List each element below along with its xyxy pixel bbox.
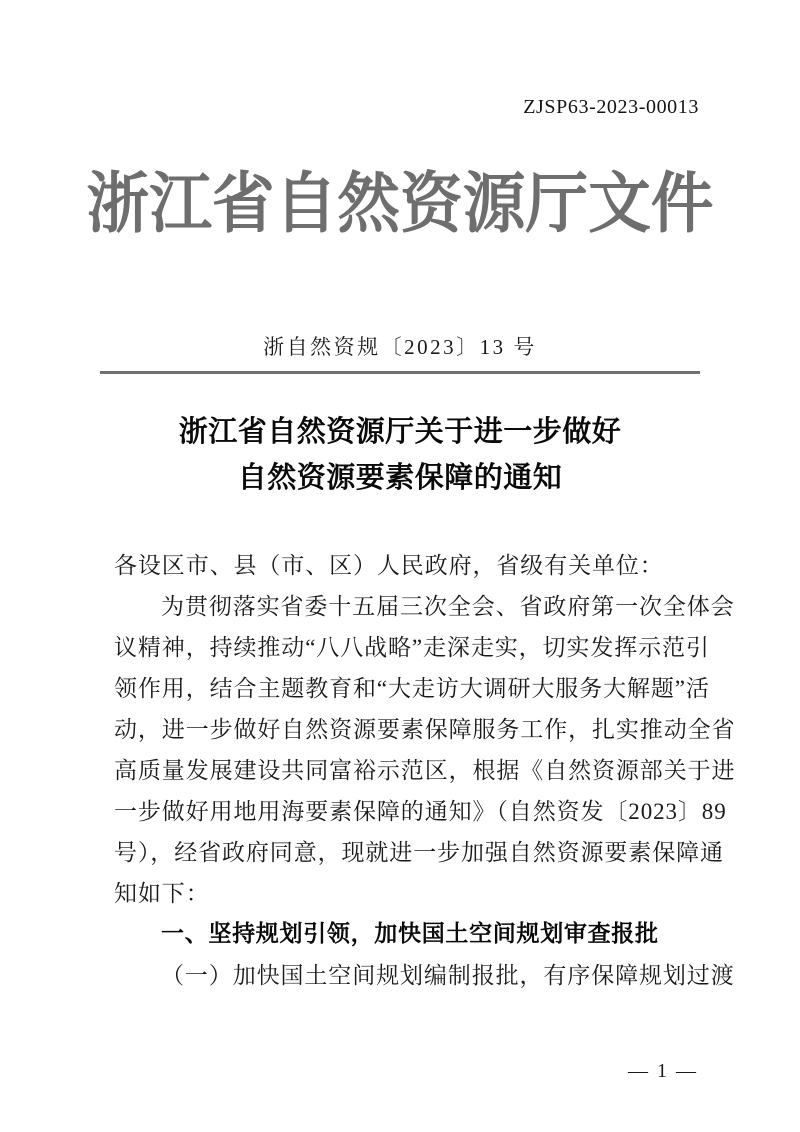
body-line-1: 为贯彻落实省委十五届三次全会、省政府第一次全体会: [161, 594, 735, 619]
page-title-line-2: 自然资源要素保障的通知: [237, 460, 563, 494]
header-divider-rule: [100, 371, 700, 374]
document-body: [114, 545, 736, 996]
body-line-4: 动，进一步做好自然资源要素保障服务工作，扎实推动全省: [114, 717, 736, 742]
masthead-title: 浙江省自然资源厅文件: [86, 165, 714, 242]
body-line-5: 高质量发展建设共同富裕示范区，根据《自然资源部关于进: [114, 758, 736, 783]
subsection-line-1: （一）加快国土空间规划编制报批，有序保障规划过渡: [161, 963, 735, 988]
section-heading-1: 一、坚持规划引领，加快国土空间规划审查报批: [161, 921, 659, 947]
body-line-6: 一步做好用地用海要素保障的通知》（自然资发〔2023〕89: [114, 799, 727, 824]
body-line-2: 议精神，持续推动“八八战略”走深走实，切实发挥示范引: [114, 635, 710, 660]
page-title-line-1: 浙江省自然资源厅关于进一步做好: [178, 414, 622, 448]
body-line-7: 号），经省政府同意，现就进一步加强自然资源要素保障通: [114, 840, 724, 865]
body-line-3: 领作用，结合主题教育和“大走访大调研大服务大解题”活: [114, 676, 710, 701]
page-number-footer: — 1 —: [628, 1060, 698, 1082]
issue-number: 浙自然资规〔2023〕13 号: [263, 335, 537, 359]
page-title: [0, 408, 800, 500]
body-line-8: 知如下：: [114, 881, 210, 906]
document-code: ZJSP63-2023-00013: [523, 96, 699, 118]
salutation-line: 各设区市、县（市、区）人民政府，省级有关单位：: [114, 553, 664, 578]
